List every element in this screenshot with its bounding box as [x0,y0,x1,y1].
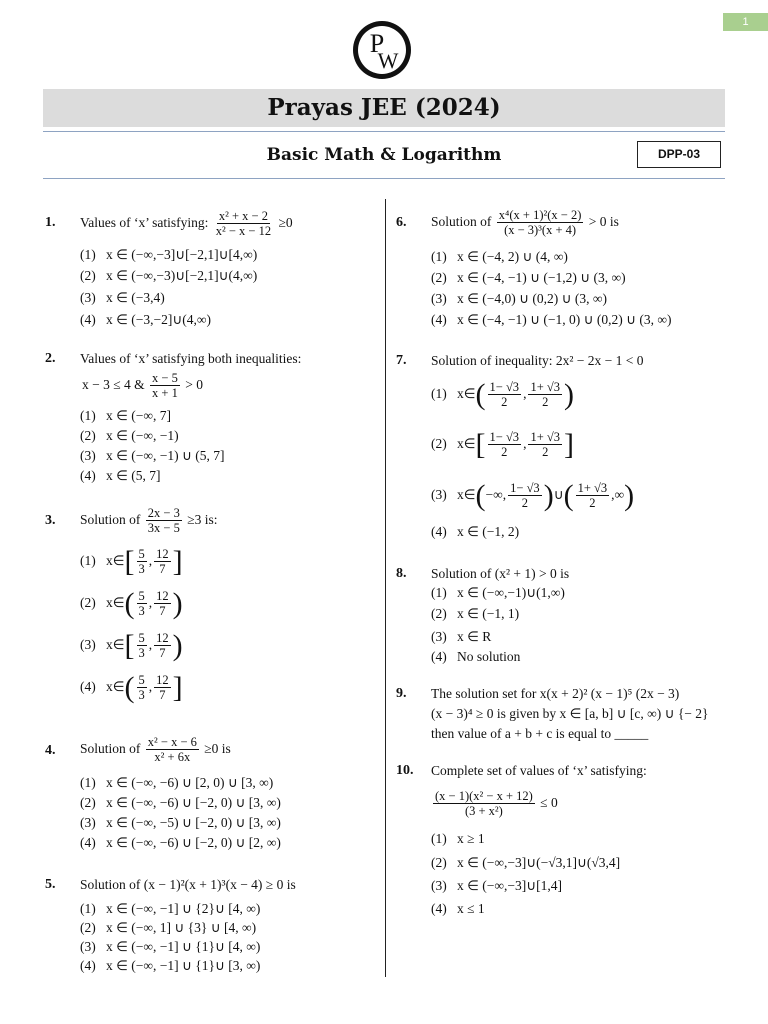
option: (1) x ∈ (−∞,−3]∪[−2,1]∪[4,∞) [80,247,258,262]
option: (4) x ∈ (−∞, −6) ∪ [−2, 0) ∪ [2, ∞) [80,835,281,850]
question-text: Solution of $\frac{\text{x⁴(x + 1)²(x − 2)}}{\text{(x − 3)³(x + 4)}}$ > 0 is [431,208,619,238]
option: (2) x ∈ (−∞, −1) [80,428,179,443]
page-number: 1 [723,13,768,31]
question-number: 9. [396,686,407,701]
option: (3) x ∈ R [431,629,492,644]
option: (3) x∈(−∞, $\frac{1- √3}{2}$ )∪( $\frac{1+ √3}{2}$ ,∞) [431,478,635,512]
option: (3) x ∈ (−4,0) ∪ (0,2) ∪ (3, ∞) [431,291,607,306]
option: (3) x ∈ (−∞, −5) ∪ [−2, 0) ∪ [3, ∞) [80,815,281,830]
option: (2) x ∈ (−1, 1) [431,606,520,621]
option: (1) x∈[ $\frac{5}{3}$ , $\frac{12}{7}$ ] [80,544,183,578]
option: (3) x∈[ $\frac{5}{3}$ , $\frac{12}{7}$ ) [80,628,183,662]
question-text: Values of ‘x’ satisfying: $\frac{\text{x² + x − 2}}{\text{x² − x − 12}}$ ≥0 [80,209,293,239]
option: (4) x ∈ (−1, 2) [431,524,520,539]
page-title: Prayas JEE (2024) [43,89,725,127]
question-text: (x − 3)⁴ ≥ 0 is given by x ∈ [a, b] ∪ [c, ∞) ∪ {− 2} [431,706,709,721]
column-divider [385,199,386,977]
question-text: $\frac{\text{(x − 1)(x² − x + 12)}}{\text{(3 + x²)}}$ ≤ 0 [435,789,558,819]
option: (4) x ∈ (−4, −1) ∪ (−1, 0) ∪ (0,2) ∪ (3, ∞) [431,312,672,327]
option: (3) x ∈ (−∞, −1) ∪ (5, 7] [80,448,225,463]
svg-text:P: P [369,29,385,58]
subheader-rule [43,178,725,179]
topic-title: Basic Math & Logarithm [266,145,502,165]
option: (1) x ∈ (−∞, −1] ∪ {2}∪ [4, ∞) [80,901,261,916]
question-number: 6. [396,215,407,230]
option: (1) x ≥ 1 [431,831,485,846]
question-text: Values of ‘x’ satisfying both inequalities: [80,351,302,366]
option: (2) x∈( $\frac{5}{3}$ , $\frac{12}{7}$ ) [80,586,183,620]
question-text: Complete set of values of ‘x’ satisfying: [431,763,647,778]
question-text: Solution of $\frac{\text{x² − x − 6}}{\text{x² + 6x}}$ ≥0 is [80,735,231,765]
option: (2) x∈[ $\frac{1- √3}{2}$ , $\frac{1+ √3}{2}$ ] [431,427,574,461]
option: (1) x ∈ (−4, 2) ∪ (4, ∞) [431,249,568,264]
dpp-badge: DPP-03 [637,141,721,168]
option: (4) x ∈ (−3,−2]∪(4,∞) [80,312,211,327]
option: (1) x ∈ (−∞, 7] [80,408,171,423]
option: (3) x ∈ (−3,4) [80,290,165,305]
pw-logo [352,20,412,80]
question-number: 7. [396,353,407,368]
option: (2) x ∈ (−4, −1) ∪ (−1,2) ∪ (3, ∞) [431,270,626,285]
option: (1) x∈( $\frac{1- √3}{2}$ , $\frac{1+ √3}{2}$ ) [431,377,574,411]
option: (2) x ∈ (−∞,−3]∪(−√3,1]∪(√3,4] [431,855,621,870]
option: (2) x ∈ (−∞, −6) ∪ [−2, 0) ∪ [3, ∞) [80,795,281,810]
question-text: Solution of (x − 1)²(x + 1)³(x − 4) ≥ 0 is [80,877,296,892]
question-number: 5. [45,877,56,892]
header-rule [43,131,725,132]
question-text: x − 3 ≤ 4 & $\frac{x - 5}{x + 1}$ > 0 [82,371,203,401]
option: (4) x∈( $\frac{5}{3}$ , $\frac{12}{7}$ ] [80,670,183,704]
question-number: 10. [396,763,414,778]
option: (4) x ∈ (−∞, −1] ∪ {1}∪ [3, ∞) [80,958,261,973]
option: (1) x ∈ (−∞,−1)∪(1,∞) [431,585,565,600]
option: (4) x ≤ 1 [431,901,485,916]
option: (2) x ∈ (−∞,−3)∪[−2,1]∪(4,∞) [80,268,258,283]
question-number: 2. [45,351,56,366]
option: (4) x ∈ (5, 7] [80,468,161,483]
question-text: Solution of (x² + 1) > 0 is [431,566,570,581]
question-text: Solution of $\frac{2x - 3}{3x - 5}$ ≥3 is: [80,506,218,536]
question-number: 8. [396,566,407,581]
option: (4) No solution [431,649,521,664]
option: (3) x ∈ (−∞,−3]∪[1,4] [431,878,562,893]
question-text: then value of a + b + c is equal to _____ [431,726,649,741]
option: (1) x ∈ (−∞, −6) ∪ [2, 0) ∪ [3, ∞) [80,775,274,790]
option: (2) x ∈ (−∞, 1] ∪ {3} ∪ [4, ∞) [80,920,257,935]
question-text: Solution of inequality: 2x² − 2x − 1 < 0 [431,353,644,368]
question-number: 3. [45,513,56,528]
option: (3) x ∈ (−∞, −1] ∪ {1}∪ [4, ∞) [80,939,261,954]
question-number: 1. [45,215,56,230]
svg-text:W: W [377,48,399,73]
question-number: 4. [45,743,56,758]
question-text: The solution set for x(x + 2)² (x − 1)⁵ (2x − 3) [431,686,680,701]
